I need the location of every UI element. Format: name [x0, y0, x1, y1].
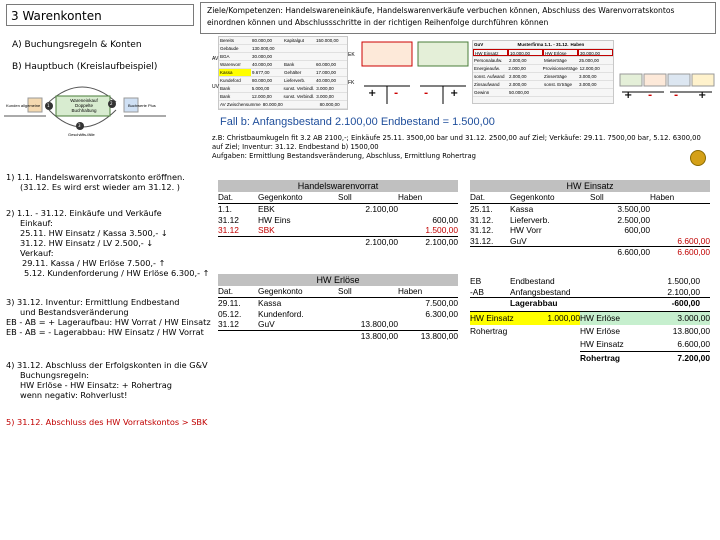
vorrat-cell: 1.500,00: [425, 225, 458, 235]
plus-sign-3: +: [624, 90, 633, 101]
vorrat-cell: [338, 225, 398, 236]
bestand-guv-block: [470, 276, 710, 364]
balance-sheet-cell: [315, 53, 347, 60]
vorrat-cell: 600,00: [432, 214, 458, 225]
erloese-col-dat: Dat.: [218, 287, 234, 296]
vorrat-cell: HW Eins: [258, 214, 291, 225]
vorrat-cell: 2.100,00: [365, 204, 398, 214]
bestand-row: [470, 287, 710, 298]
mini-r-box-3: [668, 74, 690, 86]
minus-sign-1: -: [394, 88, 399, 99]
vorrat-row: [218, 204, 458, 215]
balance-sheet-cell: [283, 53, 315, 60]
mini-r-box-4: [692, 74, 714, 86]
einsatz-cell: Lieferverb.: [510, 214, 550, 225]
balance-sheet-cell: [290, 101, 318, 108]
bestand-cell: Endbestand: [510, 276, 555, 286]
cycle-diagram-svg: [4, 76, 204, 150]
cycle-bottom-label: Geschäfts-fälle: [68, 132, 95, 137]
guv-sheet-row: [473, 73, 613, 81]
guv-cell: [530, 338, 580, 351]
step-2-line-2: Einkauf:: [20, 218, 53, 228]
cycle-diagram: [4, 76, 204, 150]
guv-sheet-cell: 2.000,00: [509, 74, 527, 79]
mini-r-box-1: [620, 74, 642, 86]
einsatz-cell: [470, 247, 510, 258]
mini-box-2: [418, 42, 468, 66]
einsatz-cell: 2.500,00: [617, 214, 650, 225]
erloese-columns: [218, 286, 458, 298]
balance-sheet-cell: 40.000,00: [252, 62, 273, 67]
guv-sheet-image: [472, 40, 614, 104]
erloese-cell: Kassa: [258, 298, 282, 308]
guv-sheet-cell: 12.000,00: [579, 66, 600, 71]
guv-sheet-h2: Musterfirma 1.1. - 31.12.: [517, 42, 569, 47]
guv-sheet-cell: 30.000,00: [578, 49, 613, 56]
bestand-rows: [470, 276, 710, 309]
ek-label: EK: [348, 52, 355, 58]
guv-sheet-cell: [543, 89, 578, 96]
guv-row: [470, 338, 710, 351]
mini-r-box-2: [644, 74, 666, 86]
guv-cell: 1.000,00: [530, 312, 580, 325]
guv-cell: Rohertrag: [580, 351, 650, 364]
cycle-num-1: 1: [47, 103, 50, 108]
guv-sheet-h1: GuV: [474, 42, 484, 47]
balance-sheet-cell: Kassa: [219, 69, 251, 76]
erloese-cell: 13.800,00: [360, 319, 398, 329]
step-2-line-7: 5.12. Kundenforderung / HW Erlöse 6.300,- ↑: [24, 268, 210, 278]
balance-sheet-row: [219, 77, 347, 85]
vorrat-row: [218, 215, 458, 226]
medal-icon: [690, 150, 706, 166]
step-1-line-2: (31.12. Es wird erst wieder am 31.12. ): [20, 182, 180, 192]
step-2-line-4: 31.12. HW Einsatz / LV 2.500,- ↓: [20, 238, 154, 248]
einsatz-cell: 3.500,00: [617, 204, 650, 214]
guv-sheet-row: [473, 81, 613, 89]
einsatz-row: [470, 225, 710, 236]
einsatz-row: [470, 236, 710, 247]
sample-task: Aufgaben: Ermittlung Bestandsveränderung, Abschluss, Ermittlung Rohertrag: [212, 152, 476, 160]
guv-sheet-row: [473, 57, 613, 65]
vorrat-cell: 1.1.: [218, 204, 232, 214]
cycle-center-text: Wareneinkauf Doppelte Buchhaltung: [70, 98, 98, 113]
step-2-line-1: 2) 1.1. - 31.12. Einkäufe und Verkäufe: [6, 208, 162, 218]
bestand-cell: [470, 298, 510, 309]
guv-sheet-cell: 3.000,00: [579, 74, 597, 79]
sample-text: [212, 134, 712, 161]
guv-cell: HW Erlöse: [580, 312, 650, 325]
guv-sheet-cell: 50.000,00: [509, 90, 530, 95]
guv-cell: 6.600,00: [677, 338, 710, 349]
balance-sheet-image: [218, 36, 348, 110]
einsatz-col-gegenkonto: Gegenkonto: [510, 193, 555, 202]
balance-sheet-cell: [283, 45, 315, 52]
vorrat-col-soll: Soll: [338, 193, 352, 202]
balance-sheet-cell: BGA: [220, 54, 230, 59]
account-hw-einsatz: [470, 180, 710, 258]
erloese-cell: GuV: [258, 319, 275, 329]
balance-sheet-row: [219, 45, 347, 53]
plus-sign-1: +: [368, 88, 377, 99]
erloese-cell: 29.11.: [218, 298, 241, 308]
erloese-col-haben: Haben: [398, 287, 423, 296]
balance-sheet-cell: 80.000,00: [252, 78, 273, 83]
vorrat-title: Handelswarenvorrat: [218, 180, 458, 192]
erloese-cell: 13.800,00: [420, 330, 458, 341]
vorrat-cell: 31.12: [218, 214, 239, 225]
vorrat-cell: [398, 204, 458, 215]
cycle-right-label: Buchwerte Plus: [128, 103, 156, 108]
erloese-col-gegenkonto: Gegenkonto: [258, 287, 303, 296]
guv-sheet-cell: HW Einsatz: [473, 49, 508, 56]
account-handelswarenvorrat: [218, 180, 458, 247]
balance-sheet-cell: Bank: [284, 62, 295, 67]
einsatz-cell: 31.12.: [470, 235, 494, 246]
av-label: AV: [212, 56, 219, 62]
guv-sheet-cell: Personalaufw.: [474, 58, 503, 63]
erloese-title: HW Erlöse: [218, 274, 458, 286]
einsatz-rows: [470, 204, 710, 258]
vorrat-row: [218, 236, 458, 248]
einsatz-cell: [590, 236, 650, 247]
step-2-line-3: 25.11. HW Einsatz / Kassa 3.500,- ↓: [20, 228, 168, 238]
einsatz-cell: HW Vorr: [510, 225, 542, 235]
sample-description: z.B: Christbaumkugeln fit 3.2 AB 2100,-; Einkäufe 25.11. 3500,00 bar und 31.12. 2500,00 auf Ziel; Verkäufe: 29.11. 7500,00 bar, 5.12. 6300,00 auf Ziel; Inventur: 31.12. Endbestand b) 1500,00: [212, 134, 701, 151]
einsatz-columns: [470, 192, 710, 204]
balance-sheet-cell: 150.000,00: [316, 38, 339, 43]
guv-sheet-cell: 10.000,00: [508, 49, 543, 56]
vorrat-cell: EBK: [258, 204, 275, 214]
step-1-line-1: 1) 1.1. Handelswarenvorratskonto eröffnen.: [6, 172, 185, 182]
balance-sheet-cell: 80.000,00: [262, 102, 283, 107]
bestand-cell: 2.100,00: [667, 286, 700, 297]
minus-sign-3: -: [648, 90, 653, 101]
minus-sign-2: -: [424, 88, 429, 99]
balance-sheet-cell: Lieferverb.: [284, 78, 306, 83]
balance-sheet-cell: [315, 45, 347, 52]
guv-cell: HW Einsatz: [470, 312, 530, 325]
step-2-line-5: Verkauf:: [20, 248, 54, 258]
balance-sheet-cell: 80.000,00: [319, 102, 340, 107]
guv-row: [470, 325, 710, 338]
erloese-row: [218, 319, 458, 330]
balance-sheet-row: [219, 85, 347, 93]
page-title: 3 Warenkonten: [6, 4, 194, 26]
guv-rows: [470, 311, 710, 364]
einsatz-row: [470, 215, 710, 226]
step-4-line-1: 4) 31.12. Abschluss der Erfolgskonten in die G&V: [6, 360, 208, 370]
bestand-cell: -600,00: [671, 298, 700, 308]
mini-t-accounts-middle: [360, 40, 470, 106]
guv-sheet-row: [473, 49, 613, 57]
balance-sheet-rows: [219, 37, 347, 109]
balance-sheet-row: [219, 101, 347, 109]
guv-sheet-cell: Zinsaufwand: [474, 82, 500, 87]
einsatz-cell: [650, 215, 710, 226]
guv-sheet-row: [473, 65, 613, 73]
einsatz-cell: GuV: [510, 235, 527, 246]
balance-sheet-cell: 5.000,00: [251, 86, 270, 91]
guv-sheet-h3: Haben: [570, 42, 585, 47]
guv-cell: 3.000,00: [650, 312, 710, 325]
mini-box-1: [362, 42, 412, 66]
guv-cell: HW Erlöse: [580, 325, 621, 336]
balance-sheet-cell: Gebäude: [220, 46, 239, 51]
guv-sheet-cell: HW Erlöse: [543, 49, 578, 56]
guv-row: [470, 351, 710, 364]
guv-sheet-cell: [578, 89, 613, 96]
vorrat-cell: [258, 237, 338, 248]
balance-sheet-cell: 130.000,00: [252, 46, 275, 51]
balance-sheet-cell: sonst. Verbindl.: [283, 94, 315, 99]
balance-sheet-cell: Bank: [220, 86, 231, 91]
erloese-row: [218, 330, 458, 342]
guv-sheet-cell: sonst. Erträge: [544, 82, 573, 87]
step-1: [6, 172, 185, 192]
vorrat-col-haben: Haben: [398, 193, 423, 202]
bestand-cell: -AB: [470, 286, 484, 297]
einsatz-row: [470, 246, 710, 258]
bestand-row: [470, 276, 710, 287]
balance-sheet-cell: 9.677,00: [252, 70, 270, 75]
balance-sheet-cell: 17.000,00: [316, 70, 337, 75]
einsatz-cell: 25.11.: [470, 204, 493, 214]
balance-sheet-cell: 3.000,00: [316, 86, 334, 91]
einsatz-col-dat: Dat.: [470, 193, 486, 202]
balance-sheet-cell: Bank: [220, 94, 231, 99]
cycle-left-label: Kunden allgemeine: [6, 103, 41, 108]
guv-sheet-cell: Zinserträge: [544, 74, 567, 79]
guv-sheet-cell: 2.000,00: [509, 58, 527, 63]
balance-sheet-cell: 3.000,00: [316, 94, 334, 99]
einsatz-title: HW Einsatz: [470, 180, 710, 192]
balance-sheet-row: [219, 61, 347, 69]
guv-sheet-cell: 2.000,00: [509, 82, 527, 87]
fk-label: FK: [348, 80, 355, 86]
erloese-cell: [258, 331, 338, 342]
minus-sign-4: -: [674, 90, 679, 101]
guv-sheet-cell: Provisionserträge: [542, 66, 578, 71]
einsatz-cell: 31.12.: [470, 214, 494, 225]
guv-cell: [470, 351, 530, 364]
bestand-cell: 1.500,00: [667, 276, 700, 286]
guv-sheet-cell: 2.000,00: [508, 66, 526, 71]
balance-sheet-cell: 30.000,00: [252, 54, 273, 59]
guv-sheet-cell: sonst. Aufwand: [474, 74, 505, 79]
account-hw-erloese: [218, 274, 458, 341]
step-3-line-1: 3) 31.12. Inventur: Ermittlung Endbestand: [6, 297, 180, 307]
erloese-cell: 05.12.: [218, 308, 242, 319]
guv-cell: [530, 351, 580, 364]
einsatz-cell: 600,00: [624, 225, 650, 235]
balance-sheet-cell: sonst. Verbindl.: [283, 86, 315, 91]
section-b-label: B) Hauptbuch (Kreislaufbeispiel): [12, 62, 158, 72]
vorrat-rows: [218, 204, 458, 247]
guv-sheet-cell: 3.000,00: [579, 82, 597, 87]
guv-sheet-cell: Energieaufw.: [474, 66, 501, 71]
erloese-col-soll: Soll: [338, 287, 352, 296]
step-4-line-3: HW Erlöse - HW Einsatz: + Rohertrag: [20, 380, 172, 390]
guv-sheet-rows: [473, 49, 613, 97]
erloese-row: [218, 309, 458, 320]
guv-cell: [530, 325, 580, 338]
erloese-cell: 13.800,00: [360, 330, 398, 341]
guv-cell: [470, 338, 530, 351]
step-3-line-2: und Bestandsveränderung: [20, 307, 129, 317]
balance-sheet-cell: 40.000,00: [316, 78, 337, 83]
step-2-line-6: 29.11. Kassa / HW Erlöse 7.500,- ↑: [22, 258, 166, 268]
goals-box: Ziele/Kompetenzen: Handelswareneinkäufe, Handelswarenverkäufe verbuchen können, Abschluss des Warenvorratskontos einordnen können und Abschlussschritte in der richtigen Reihenfolge durchführen können: [200, 2, 716, 34]
guv-sheet-cell: 25.000,00: [579, 58, 600, 63]
bestand-cell: EB: [470, 276, 482, 286]
einsatz-cell: Kassa: [510, 204, 534, 214]
balance-sheet-cell: 12.000,00: [251, 94, 272, 99]
einsatz-col-soll: Soll: [590, 193, 604, 202]
step-4: [6, 360, 208, 400]
erloese-cell: [338, 298, 398, 309]
erloese-cell: [338, 309, 398, 320]
einsatz-cell: [510, 247, 590, 258]
vorrat-cell: [338, 215, 398, 226]
guv-cell: 13.800,00: [672, 325, 710, 336]
einsatz-cell: 6.600,00: [677, 235, 710, 246]
step-3-line-4: EB - AB = - Lagerabbau: HW Einsatz / HW Vorrat: [6, 327, 204, 337]
einsatz-cell: [650, 204, 710, 215]
balance-sheet-cell: AV Zwischensumme: [220, 102, 261, 107]
erloese-rows: [218, 298, 458, 341]
guv-row: [470, 312, 710, 325]
balance-sheet-cell: Warenvorr: [220, 62, 241, 67]
balance-sheet-cell: Bereits: [220, 38, 235, 43]
erloese-cell: [218, 331, 258, 342]
einsatz-row: [470, 204, 710, 215]
bestand-cell: Anfangsbestand: [510, 286, 571, 297]
vorrat-columns: [218, 192, 458, 204]
erloese-cell: 7.500,00: [425, 298, 458, 308]
step-5: 5) 31.12. Abschluss des HW Vorratskontos > SBK: [6, 417, 208, 427]
vorrat-col-gegenkonto: Gegenkonto: [258, 193, 303, 202]
balance-sheet-row: [219, 93, 347, 101]
vorrat-col-dat: Dat.: [218, 193, 234, 202]
vorrat-cell: 2.100,00: [365, 236, 398, 247]
guv-sheet-cell: Mieterträge: [544, 58, 567, 63]
einsatz-cell: [650, 225, 710, 236]
cycle-num-2: 2: [110, 101, 113, 106]
einsatz-cell: 6.600,00: [617, 247, 650, 257]
step-2: [6, 208, 210, 278]
erloese-cell: 31.12: [218, 319, 239, 329]
erloese-row: [218, 298, 458, 309]
erloese-cell: Kundenford.: [258, 308, 304, 319]
erloese-cell: 6.300,00: [425, 308, 458, 319]
balance-sheet-cell: 60.000,00: [316, 62, 337, 67]
balance-sheet-cell: Kundeford: [220, 78, 241, 83]
mini-t-accounts-right: [618, 72, 716, 106]
balance-sheet-row: [219, 37, 347, 45]
bestand-cell: Lagerabbau: [510, 298, 558, 308]
balance-sheet-row: [219, 53, 347, 61]
step-4-line-2: Buchungsregeln:: [20, 370, 90, 380]
einsatz-cell: 31.12.: [470, 225, 494, 235]
guv-sheet-row: [473, 89, 613, 97]
balance-sheet-row: [219, 69, 347, 77]
einsatz-cell: 6.600,00: [677, 247, 710, 257]
vorrat-cell: [218, 237, 258, 248]
vorrat-row: [218, 225, 458, 236]
step-4-line-4: wenn negativ: Rohverlust!: [20, 390, 128, 400]
vorrat-cell: 2.100,00: [425, 236, 458, 247]
vorrat-cell: SBK: [258, 225, 275, 235]
step-3-line-3: EB - AB = + Lageraufbau: HW Vorrat / HW Einsatz: [6, 317, 211, 327]
balance-sheet-cell: Gehälter: [284, 70, 302, 75]
section-a-label: A) Buchungsregeln & Konten: [12, 40, 142, 50]
plus-sign-2: +: [450, 88, 459, 99]
plus-sign-4: +: [698, 90, 707, 101]
vorrat-cell: 31.12: [218, 225, 239, 235]
erloese-cell: [398, 319, 458, 330]
guv-cell: HW Einsatz: [580, 338, 624, 349]
balance-sheet-cell: 80.000,00: [252, 38, 273, 43]
guv-cell: 7.200,00: [650, 351, 710, 364]
step-3: [6, 297, 211, 337]
cycle-num-3: 3: [78, 123, 81, 128]
case-heading: Fall b: Anfangsbestand 2.100,00 Endbestand = 1.500,00: [220, 116, 495, 128]
guv-sheet-cell: Gewinn: [474, 90, 490, 95]
balance-sheet-cell: Kapitalgut: [284, 38, 305, 43]
guv-cell: Rohertrag: [470, 325, 508, 336]
uv-label: UV: [212, 84, 219, 90]
bestand-row: [470, 297, 710, 309]
einsatz-col-haben: Haben: [650, 193, 675, 202]
